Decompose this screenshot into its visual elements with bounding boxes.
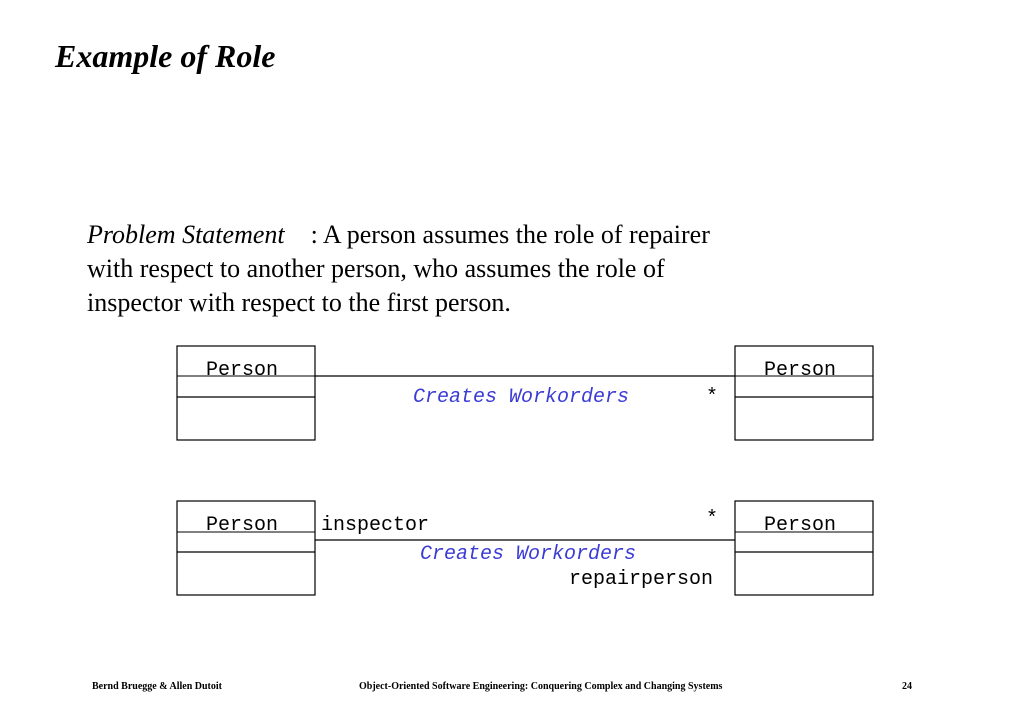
- footer-authors: Bernd Bruegge & Allen Dutoit: [92, 681, 222, 692]
- diagram2-right-class: [735, 501, 873, 595]
- problem-text-1: : A person assumes the role of repairer: [310, 220, 710, 249]
- association-label: Creates Workorders: [412, 386, 630, 409]
- diagram1-left-class: [177, 346, 315, 440]
- slide-title: Example of Role: [55, 38, 276, 74]
- association-label: Creates Workorders: [419, 543, 637, 566]
- role-right: repairperson: [568, 568, 713, 591]
- problem-statement-label: Problem Statement: [87, 220, 285, 249]
- class-name: Person: [205, 359, 279, 382]
- class-name: Person: [763, 514, 837, 537]
- role-left: inspector: [321, 514, 430, 537]
- class-name: Person: [763, 359, 837, 382]
- diagram1-right-class: [735, 346, 873, 440]
- diagram-2: [177, 501, 873, 595]
- multiplicity-right: *: [705, 508, 719, 531]
- class-name: Person: [205, 514, 279, 537]
- footer-page-number: 24: [902, 681, 912, 692]
- footer-book-title: Object-Oriented Software Engineering: Conquering Complex and Changing Systems: [359, 681, 723, 692]
- multiplicity-right: *: [705, 386, 719, 409]
- diagram2-left-class: [177, 501, 315, 595]
- problem-line-2: with respect to another person, who assumes the role of: [87, 254, 665, 283]
- diagram-1: [177, 346, 873, 440]
- problem-line-3: inspector with respect to the first person.: [87, 288, 511, 317]
